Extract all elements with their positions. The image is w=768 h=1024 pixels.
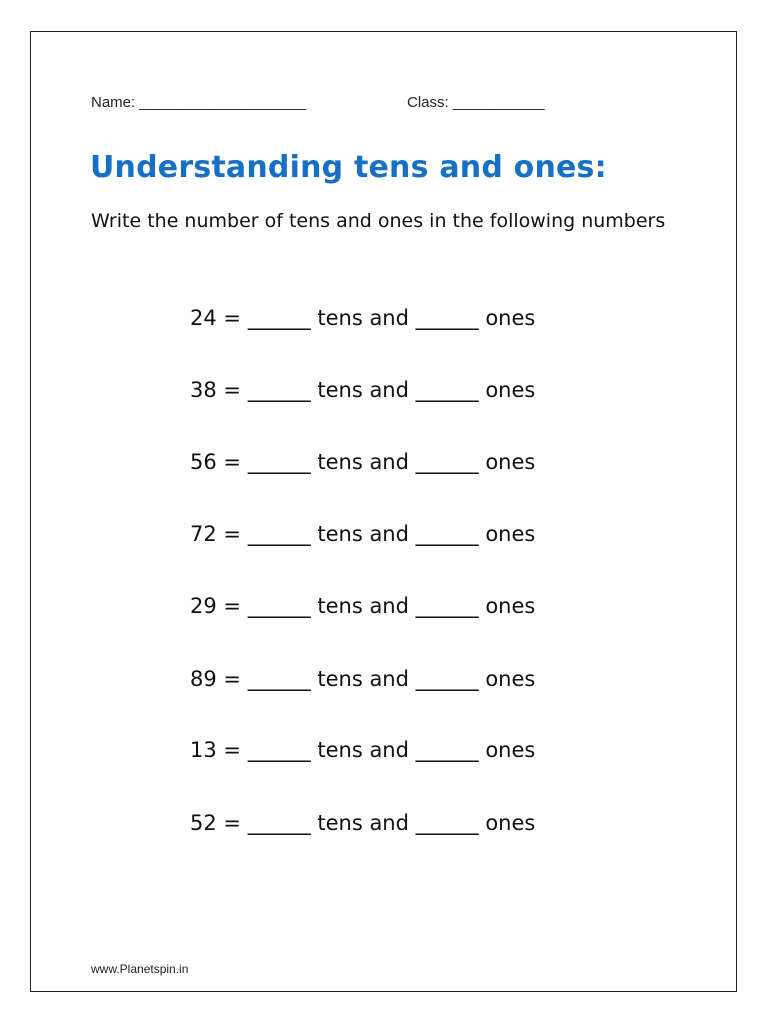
ones-label: ones xyxy=(478,594,536,618)
tens-blank: ______ xyxy=(247,522,311,546)
worksheet-title: Understanding tens and ones: xyxy=(90,150,607,185)
instructions-text: Write the number of tens and ones in the following numbers xyxy=(91,210,666,232)
problem-number: 72 xyxy=(190,522,217,546)
tens-label: tens and xyxy=(310,738,416,762)
tens-label: tens and xyxy=(310,667,416,691)
ones-label: ones xyxy=(478,811,536,835)
ones-blank: ______ xyxy=(415,594,479,618)
ones-blank: ______ xyxy=(415,811,479,835)
tens-blank: ______ xyxy=(247,594,311,618)
ones-label: ones xyxy=(478,306,536,330)
problems-list xyxy=(31,32,736,991)
problem-number: 29 xyxy=(190,594,217,618)
problem-number: 52 xyxy=(190,811,217,835)
problem-row xyxy=(190,378,535,402)
ones-label: ones xyxy=(478,522,536,546)
problem-row xyxy=(190,450,535,474)
problem-number: 38 xyxy=(190,378,217,402)
equals-sign: = xyxy=(216,306,248,330)
problem-number: 89 xyxy=(190,667,217,691)
tens-label: tens and xyxy=(310,811,416,835)
tens-label: tens and xyxy=(310,378,416,402)
tens-label: tens and xyxy=(310,306,416,330)
ones-blank: ______ xyxy=(415,378,479,402)
ones-label: ones xyxy=(478,378,536,402)
equals-sign: = xyxy=(216,811,248,835)
problem-row xyxy=(190,667,535,691)
problem-row xyxy=(190,306,535,330)
equals-sign: = xyxy=(216,594,248,618)
tens-blank: ______ xyxy=(247,378,311,402)
ones-label: ones xyxy=(478,738,536,762)
problem-number: 13 xyxy=(190,738,217,762)
problem-number: 24 xyxy=(190,306,217,330)
ones-blank: ______ xyxy=(415,522,479,546)
ones-blank: ______ xyxy=(415,738,479,762)
tens-blank: ______ xyxy=(247,738,311,762)
tens-label: tens and xyxy=(310,450,416,474)
equals-sign: = xyxy=(216,378,248,402)
problem-row xyxy=(190,594,535,618)
problem-row xyxy=(190,738,535,762)
class-field-label: Class: ___________ xyxy=(407,94,545,111)
equals-sign: = xyxy=(216,667,248,691)
ones-blank: ______ xyxy=(415,667,479,691)
ones-label: ones xyxy=(478,667,536,691)
equals-sign: = xyxy=(216,522,248,546)
problem-number: 56 xyxy=(190,450,217,474)
equals-sign: = xyxy=(216,450,248,474)
problem-row xyxy=(190,811,535,835)
equals-sign: = xyxy=(216,738,248,762)
ones-blank: ______ xyxy=(415,450,479,474)
problem-row xyxy=(190,522,535,546)
tens-blank: ______ xyxy=(247,811,311,835)
worksheet-page xyxy=(30,31,737,992)
tens-blank: ______ xyxy=(247,450,311,474)
website-footer: www.Planetspin.in xyxy=(91,962,189,976)
name-field-label: Name: ____________________ xyxy=(91,94,307,111)
tens-label: tens and xyxy=(310,522,416,546)
tens-blank: ______ xyxy=(247,667,311,691)
tens-blank: ______ xyxy=(247,306,311,330)
ones-blank: ______ xyxy=(415,306,479,330)
ones-label: ones xyxy=(478,450,536,474)
tens-label: tens and xyxy=(310,594,416,618)
